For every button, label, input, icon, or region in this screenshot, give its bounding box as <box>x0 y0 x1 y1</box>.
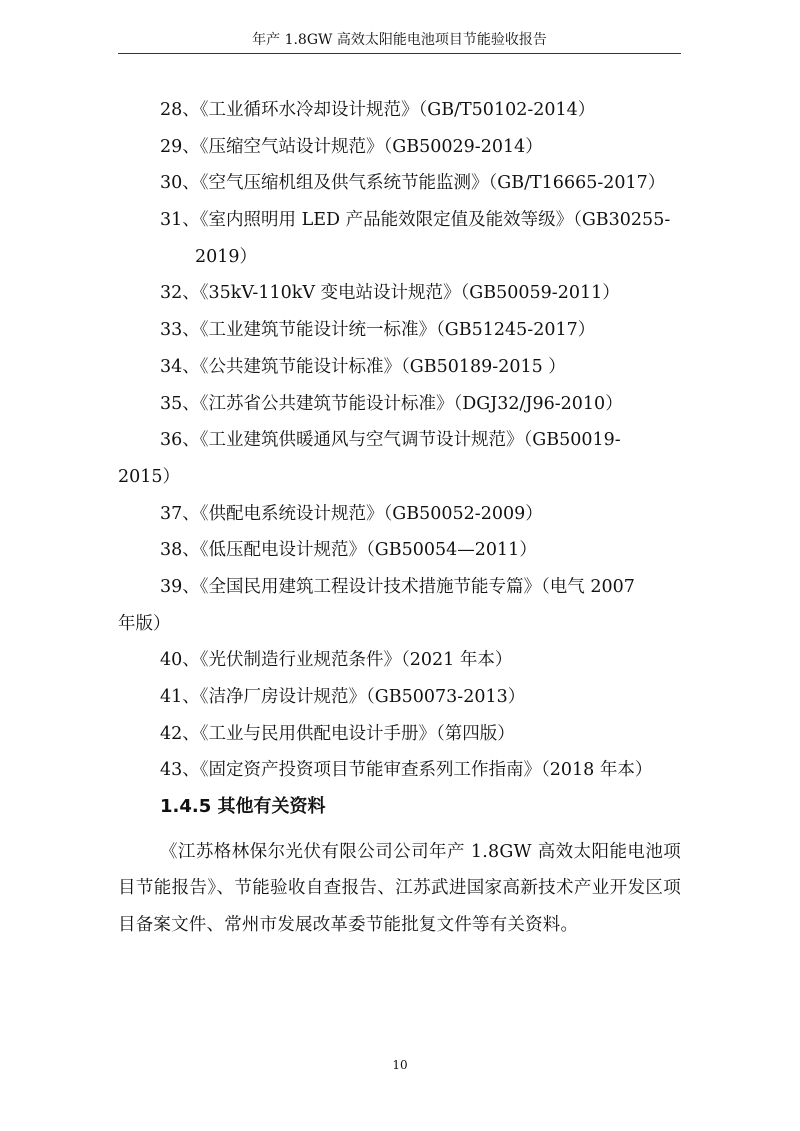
reference-item-39-continued: 年版） <box>118 613 171 634</box>
reference-item-28: 28、《工业循环水冷却设计规范》（GB/T50102-2014） <box>160 100 596 120</box>
page-header: 年产 1.8GW 高效太阳能电池项目节能验收报告 <box>118 30 681 54</box>
reference-item-42: 42、《工业与民用供配电设计手册》（第四版） <box>160 723 515 744</box>
reference-item-38: 38、《低压配电设计规范》（GB50054—2011） <box>160 540 537 561</box>
page-number: 10 <box>392 1058 408 1072</box>
section-heading: 1.4.5 其他有关资料 <box>160 796 326 818</box>
reference-item-41: 41、《洁净厂房设计规范》（GB50073-2013） <box>160 687 526 707</box>
reference-item-30: 30、《空气压缩机组及供气系统节能监测》（GB/T16665-2017） <box>160 173 666 194</box>
page-content <box>118 92 681 944</box>
reference-item-36: 36、《工业建筑供暖通风与空气调节设计规范》（GB50019- <box>160 430 621 451</box>
reference-item-39: 39、《全国民用建筑工程设计技术措施节能专篇》（电气 2007 <box>160 576 635 597</box>
reference-item-31: 31、《室内照明用 LED 产品能效限定值及能效等级》（GB30255- <box>160 210 671 231</box>
reference-item-32: 32、《35kV-110kV 变电站设计规范》（GB50059-2011） <box>160 283 620 304</box>
reference-item-36-continued: 2015） <box>118 466 181 487</box>
reference-item-37: 37、《供配电系统设计规范》（GB50052-2009） <box>160 503 543 524</box>
reference-item-35: 35、《江苏省公共建筑节能设计标准》（DGJ32/J96-2010） <box>160 393 623 414</box>
reference-item-33: 33、《工业建筑节能设计统一标准》（GB51245-2017） <box>160 320 596 341</box>
reference-item-43: 43、《固定资产投资项目节能审查系列工作指南》（2018 年本） <box>160 760 653 781</box>
reference-item-29: 29、《压缩空气站设计规范》（GB50029-2014） <box>160 136 543 157</box>
reference-item-31-continued: 2019） <box>195 246 258 267</box>
section-paragraph: 《江苏格林保尔光伏有限公司公司年产 1.8GW 高效太阳能电池项目节能报告》、节能验收自查报告、江苏武进国家高新技术产业开发区项目备案文件、常州市发展改革委节能批复文件等有关资料。 <box>118 841 681 936</box>
reference-item-34: 34、《公共建筑节能设计标准》（GB50189-2015 ） <box>160 356 566 377</box>
reference-item-40: 40、《光伏制造行业规范条件》（2021 年本） <box>160 650 513 671</box>
